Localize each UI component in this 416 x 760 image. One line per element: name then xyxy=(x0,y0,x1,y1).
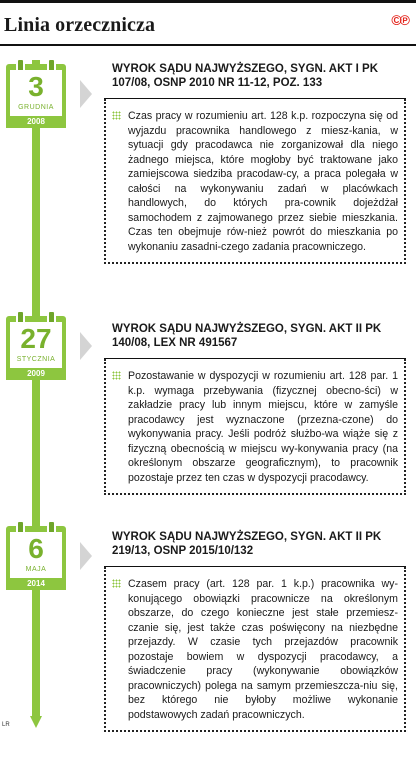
dots-bullet-icon xyxy=(112,579,121,588)
ruling-body xyxy=(104,99,406,264)
page-title: Linia orzecznicza xyxy=(4,14,156,36)
date-month: MAJA xyxy=(25,566,47,573)
ruling-text: Pozostawanie w dyspozycji w rozumieniu art. 128 par. 1 k.p. wymaga przebywania (fizycznej obecno-ści) w zakładzie pracy lub innym miejscu, które w zamyśle pracodawcy jest wyznaczone (przezna-czone) do wykonywania pracy. Jeśli podróż służbo-wa wiąże się z fizyczną obecnością w miejscu wy-konywania pracy (na określonym obszarze geograficznym), to pracownik pozostaje przez ten czas w dyspozycji pracodawcy. xyxy=(128,370,398,484)
date-badge-2 xyxy=(6,316,66,380)
dots-bullet-icon xyxy=(112,111,121,120)
date-year: 2009 xyxy=(6,368,66,380)
title-divider xyxy=(0,44,416,46)
date-day: 6 xyxy=(28,533,44,564)
ruling-body xyxy=(104,567,406,732)
timeline-bar xyxy=(32,60,40,720)
ruling-card-3 xyxy=(104,524,406,732)
date-day: 3 xyxy=(28,71,44,102)
ruling-heading: WYROK SĄDU NAJWYŻSZEGO, SYGN. AKT II PK 140/08, LEX NR 491567 xyxy=(104,316,406,359)
pointer-arrow-icon xyxy=(80,80,92,108)
date-badge-1 xyxy=(6,64,66,128)
date-year: 2008 xyxy=(6,116,66,128)
publisher-logo: ©℗ xyxy=(391,12,408,28)
pointer-arrow-icon xyxy=(80,542,92,570)
pointer-arrow-icon xyxy=(80,332,92,360)
date-badge-3 xyxy=(6,526,66,590)
ruling-text: Czasem pracy (art. 128 par. 1 k.p.) pracownika wy-konującego obowiązki pracownicze na określonym obszarze, do czego konieczne jest stałe przemiesz-czanie się, jest także czas poświęcony na niezbędne przejazdy. W czasie tych przejazdów pracownik pozostaje bowiem w dyspozycji pracodawcy, a świadczenie pracy (wykonywanie obowiązków pracowniczych) polega na samym przemieszcza-niu się, bez którego nie byłoby możliwe wykonanie podstawowych zadań pracowniczych. xyxy=(128,578,398,721)
ruling-body xyxy=(104,359,406,495)
date-year: 2014 xyxy=(6,578,66,590)
ruling-card-2 xyxy=(104,316,406,495)
top-rule xyxy=(0,0,416,3)
date-day: 27 xyxy=(20,323,52,354)
ruling-card-1 xyxy=(104,56,406,264)
timeline-arrow-tip xyxy=(30,716,42,728)
date-month: STYCZNIA xyxy=(16,356,56,363)
date-month: GRUDNIA xyxy=(18,104,54,111)
credit-label: LR xyxy=(2,722,10,728)
ruling-heading: WYROK SĄDU NAJWYŻSZEGO, SYGN. AKT I PK 107/08, OSNP 2010 NR 11-12, POZ. 133 xyxy=(104,56,406,99)
ruling-heading: WYROK SĄDU NAJWYŻSZEGO, SYGN. AKT II PK 219/13, OSNP 2015/10/132 xyxy=(104,524,406,567)
ruling-text: Czas pracy w rozumieniu art. 128 k.p. rozpoczyna się od wyjazdu pracownika handlowego z miesz-kania, w sytuacji gdy pracodawca nie zorganizował dla niego żadnego miejsca, które mogłoby być traktowane jako zamiejscowa siedziba pracodaw-cy, a praca polegała w całości na wykonywaniu zadań w placówkach handlowych, do których pra-cownik dojeżdżał samochodem z zajmowanego przez siebie mieszkania. Czas ten obejmuje rów-nież powrót do mieszkania po wykonaniu zasadni-czego zadania pracowniczego. xyxy=(128,110,398,253)
dots-bullet-icon xyxy=(112,371,121,380)
